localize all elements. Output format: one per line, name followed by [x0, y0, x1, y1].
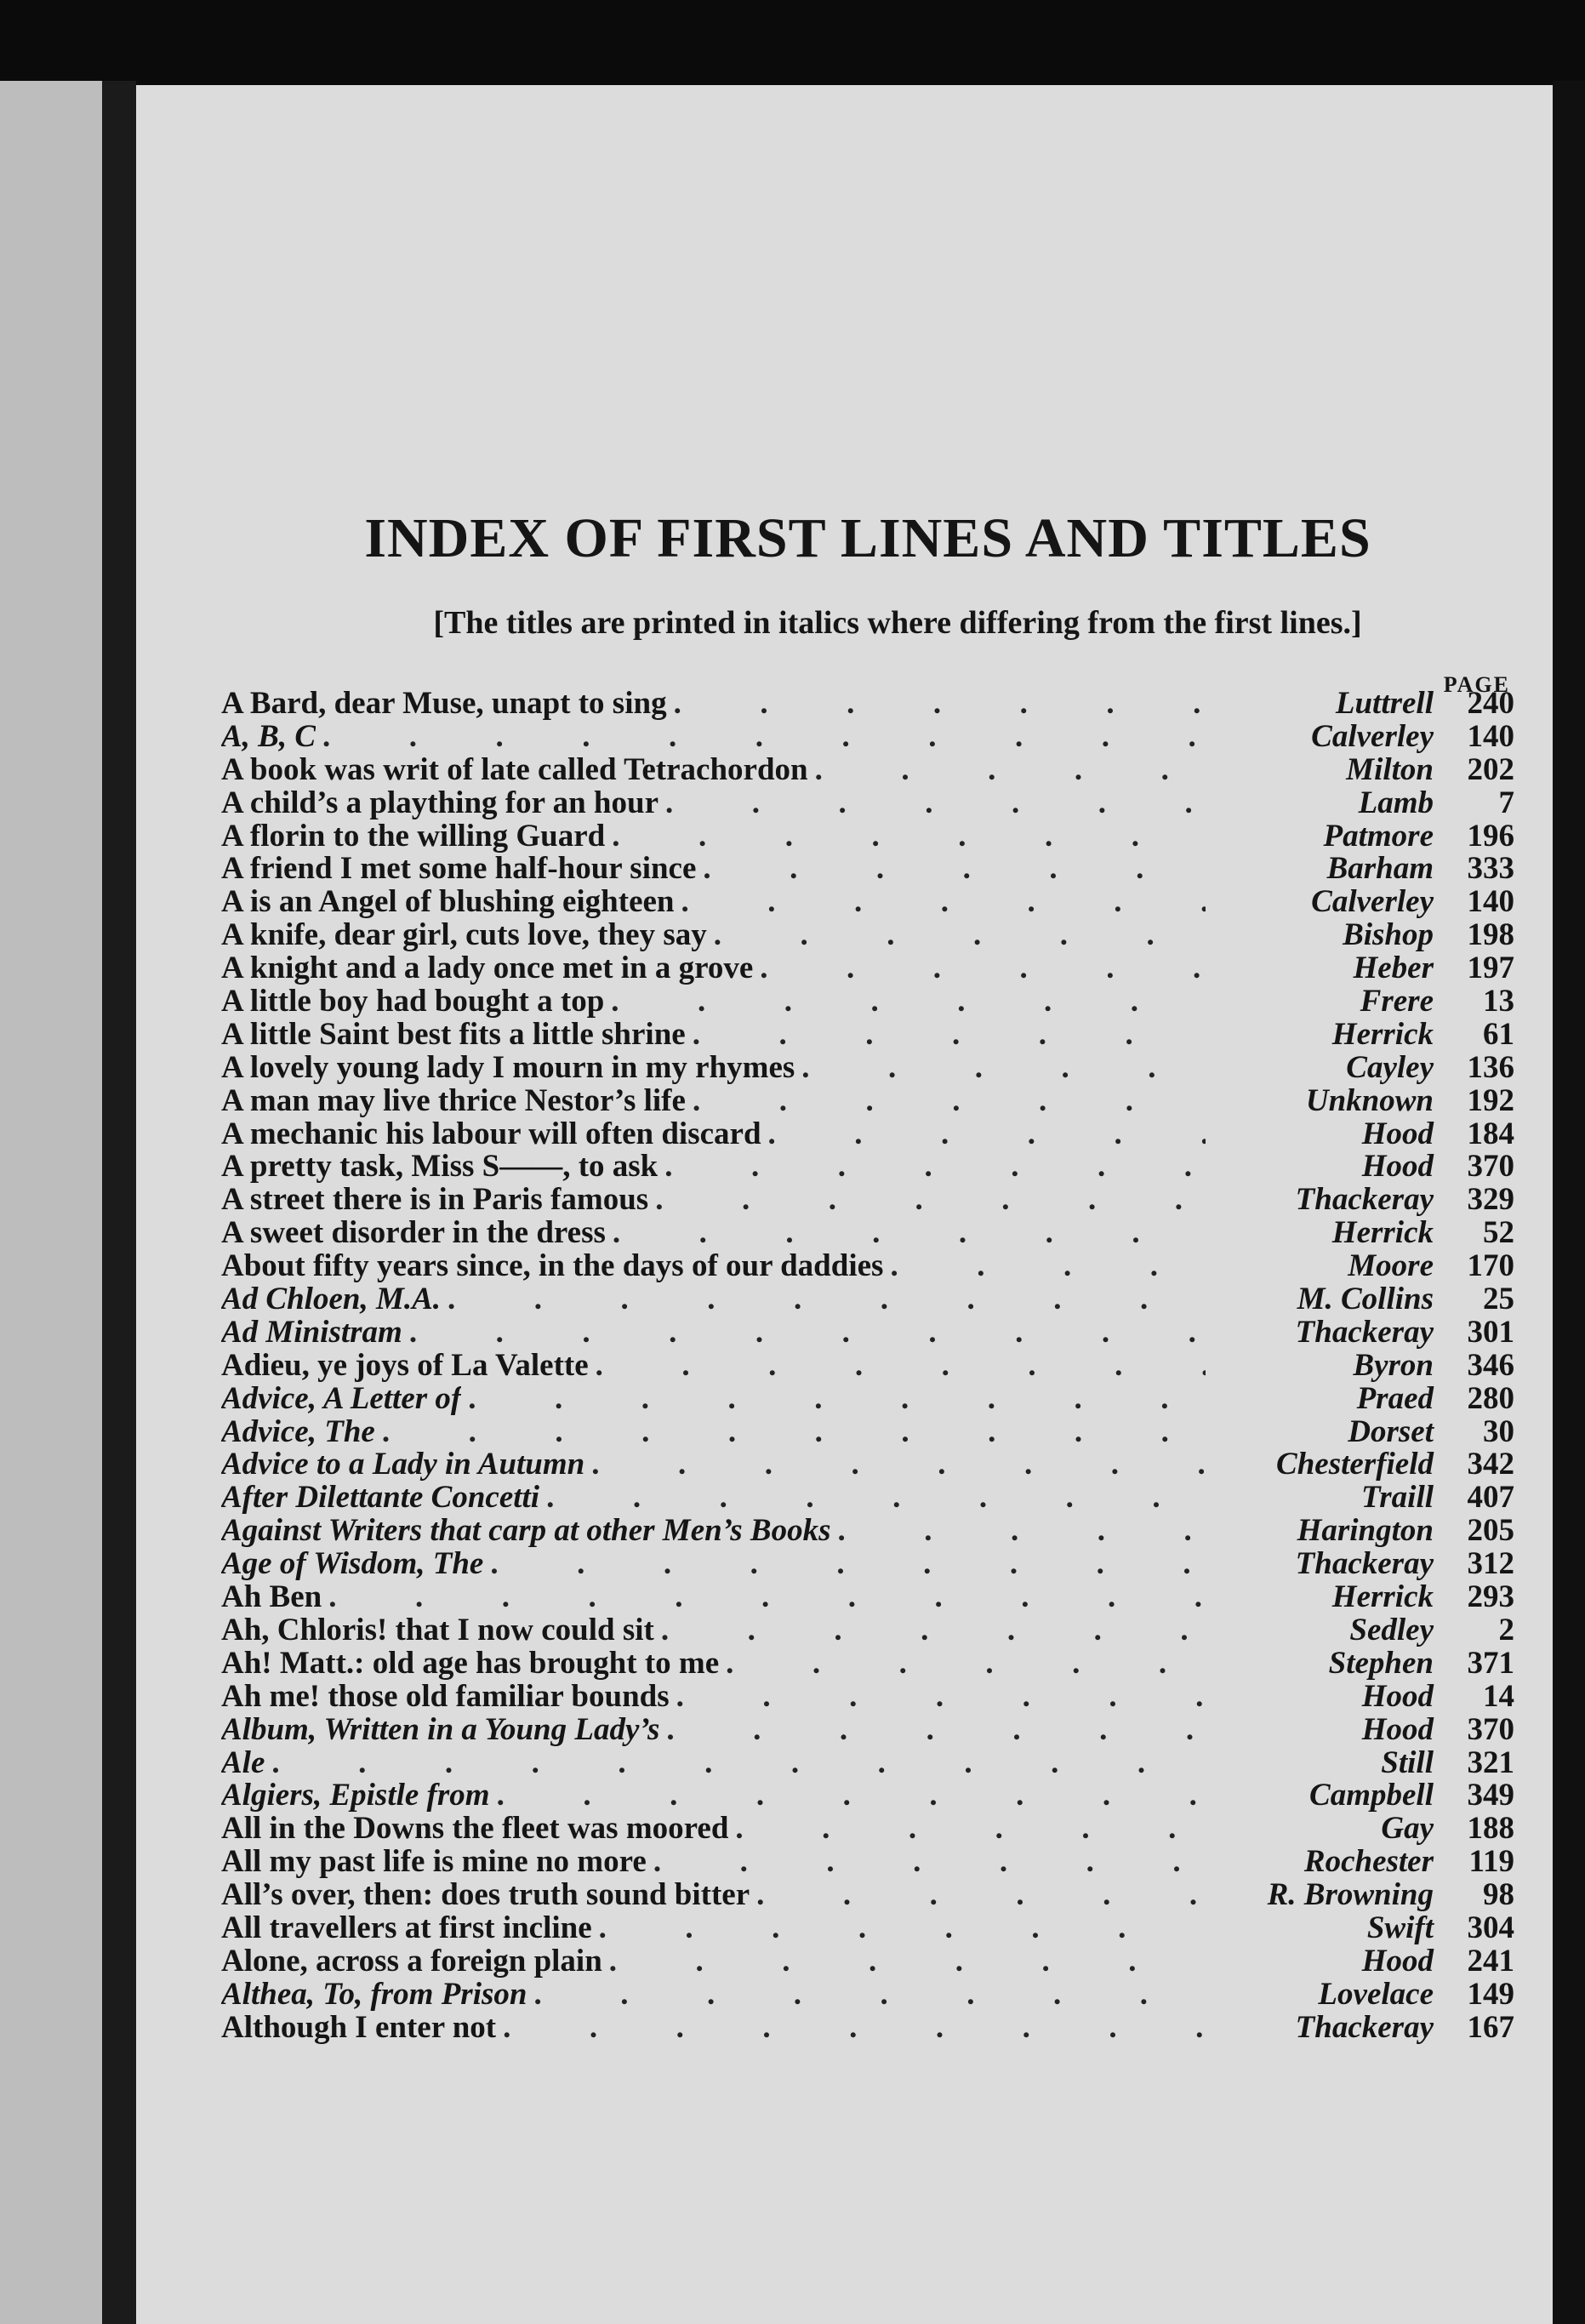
index-entry	[221, 1413, 1514, 1449]
entry-title: A lovely young lady I mourn in my rhymes	[221, 1051, 795, 1085]
entry-author: Hood	[1361, 1711, 1434, 1747]
index-entry	[221, 886, 1514, 919]
index-entry	[221, 1184, 1514, 1217]
entry-author: M. Collins	[1297, 1282, 1434, 1317]
index-entry	[221, 1217, 1514, 1250]
dot-leader	[611, 985, 1206, 1019]
dot-leader	[726, 1647, 1206, 1681]
entry-title: Ah me! those old familiar bounds	[221, 1680, 670, 1714]
index-entry	[221, 853, 1514, 886]
entry-page-number: 119	[1468, 1844, 1514, 1880]
index-entry	[221, 787, 1514, 820]
index-entry	[221, 985, 1514, 1019]
index-entry	[221, 718, 1514, 754]
entry-title: Alone, across a foreign plain	[221, 1944, 602, 1979]
entry-page-number: 321	[1467, 1744, 1514, 1780]
entry-title: Ad Ministram	[221, 1316, 402, 1350]
index-entry	[221, 952, 1514, 985]
entry-page-number: 25	[1483, 1282, 1514, 1317]
index-entry	[221, 1082, 1514, 1118]
dot-leader	[666, 1714, 1206, 1747]
entry-page-number: 140	[1467, 884, 1514, 920]
index-entry	[221, 1976, 1514, 2012]
entry-title: All travellers at first incline	[221, 1911, 592, 1945]
entry-page-number: 13	[1483, 984, 1514, 1019]
entry-page-number: 304	[1467, 1910, 1514, 1945]
entry-title: Advice to a Lady in Autumn	[221, 1448, 585, 1482]
dot-leader	[468, 1383, 1206, 1416]
entry-title: A little boy had bought a top	[221, 985, 605, 1019]
index-entry	[221, 1945, 1514, 1979]
entry-page-number: 184	[1467, 1116, 1514, 1151]
entry-author: Calverley	[1311, 884, 1434, 920]
entry-author: Praed	[1356, 1380, 1434, 1416]
dot-leader	[665, 787, 1206, 820]
entry-author: Bishop	[1343, 917, 1434, 953]
entry-page-number: 370	[1467, 1711, 1514, 1747]
entry-title: Album, Written in a Young Lady’s	[221, 1713, 660, 1747]
page-title: INDEX OF FIRST LINES AND TITLES	[364, 507, 1371, 569]
entry-page-number: 205	[1467, 1513, 1514, 1549]
entry-page-number: 149	[1467, 1976, 1514, 2012]
entry-page-number: 196	[1467, 818, 1514, 854]
entry-title: Ad Chloen, M.A.	[221, 1283, 442, 1316]
entry-page-number: 240	[1467, 686, 1514, 721]
entry-page-number: 192	[1467, 1082, 1514, 1118]
entry-title: A street there is in Paris famous	[221, 1184, 649, 1218]
entry-page-number: 136	[1467, 1049, 1514, 1085]
index-entry	[221, 1548, 1514, 1581]
dot-leader	[664, 1151, 1206, 1184]
index-entry	[221, 1647, 1514, 1681]
entry-page-number: 371	[1467, 1645, 1514, 1681]
entry-page-number: 241	[1467, 1943, 1514, 1979]
entry-title: All in the Downs the fleet was moored	[221, 1813, 729, 1847]
entry-page-number: 30	[1483, 1413, 1514, 1449]
entry-author: Lovelace	[1318, 1976, 1434, 2012]
entry-author: Dorset	[1348, 1413, 1434, 1449]
dot-leader	[613, 1217, 1206, 1250]
entry-title: A Bard, dear Muse, unapt to sing	[221, 688, 667, 721]
dot-leader	[612, 820, 1206, 854]
entry-author: Herrick	[1331, 1215, 1434, 1251]
entry-title: A child’s a plaything for an hour	[221, 786, 659, 820]
dot-leader	[497, 1779, 1206, 1813]
index-entry	[221, 1912, 1514, 1945]
entry-author: Herrick	[1331, 1579, 1434, 1615]
entry-title: A mechanic his labour will often discard	[221, 1117, 761, 1151]
entry-page-number: 293	[1467, 1579, 1514, 1615]
entry-author: Sedley	[1349, 1612, 1434, 1647]
entry-author: Harington	[1297, 1513, 1434, 1549]
entry-author: Swift	[1366, 1910, 1434, 1945]
entry-author: Thackeray	[1295, 1314, 1434, 1350]
index-entry	[221, 1151, 1514, 1184]
index-entry	[221, 1711, 1514, 1747]
index-entry	[221, 1779, 1514, 1813]
entry-author: Thackeray	[1295, 1182, 1434, 1218]
entry-page-number: 188	[1467, 1811, 1514, 1847]
dot-leader	[681, 886, 1206, 919]
entry-page-number: 61	[1483, 1016, 1514, 1052]
index-entry	[221, 1316, 1514, 1350]
dot-leader	[756, 1879, 1206, 1912]
dot-leader	[815, 754, 1206, 787]
scan-border	[1553, 81, 1585, 2324]
entry-title: A little Saint best fits a little shrine	[221, 1018, 686, 1052]
adjacent-page-edge	[0, 81, 102, 2324]
entry-page-number: 14	[1483, 1678, 1514, 1714]
entry-author: Gay	[1381, 1811, 1434, 1847]
entry-page-number: 370	[1467, 1149, 1514, 1185]
dot-leader	[533, 1979, 1206, 2012]
entry-page-number: 349	[1467, 1778, 1514, 1813]
index-entry	[221, 1614, 1514, 1647]
entry-author: Hood	[1361, 1116, 1434, 1151]
entry-page-number: 2	[1498, 1612, 1514, 1647]
entry-author: Patmore	[1323, 818, 1434, 854]
entry-title: Algiers, Epistle from	[221, 1779, 490, 1813]
entry-title: Ah! Matt.: old age has brought to me	[221, 1647, 720, 1681]
entry-author: Unknown	[1305, 1082, 1434, 1118]
entry-author: Byron	[1353, 1347, 1434, 1383]
book-page	[136, 85, 1553, 2324]
entry-title: A, B, C	[221, 720, 316, 754]
index-entry	[221, 1515, 1514, 1548]
entry-page-number: 170	[1467, 1248, 1514, 1284]
entry-author: Calverley	[1311, 718, 1434, 754]
entry-title: After Dilettante Concetti	[221, 1482, 540, 1516]
index-entries	[221, 688, 1514, 2045]
index-entry	[221, 1118, 1514, 1151]
dot-leader	[735, 1813, 1206, 1846]
index-entry	[221, 919, 1514, 952]
entry-page-number: 167	[1467, 2009, 1514, 2045]
index-entry	[221, 820, 1514, 854]
entry-page-number: 301	[1467, 1314, 1514, 1350]
index-entry	[221, 1250, 1514, 1283]
index-entry	[221, 751, 1514, 787]
entry-page-number: 333	[1467, 851, 1514, 887]
dot-leader	[599, 1912, 1206, 1945]
entry-author: Luttrell	[1335, 686, 1434, 721]
dot-leader	[674, 688, 1206, 721]
index-entry	[221, 1581, 1514, 1614]
entry-title: Ale	[221, 1746, 265, 1780]
dot-leader	[322, 721, 1206, 754]
index-entry	[221, 1879, 1514, 1912]
entry-title: Age of Wisdom, The	[221, 1548, 484, 1582]
entry-author: R. Browning	[1267, 1877, 1434, 1913]
dot-leader	[409, 1316, 1206, 1350]
entry-title: A knife, dear girl, cuts love, they say	[221, 919, 707, 953]
entry-author: Hood	[1361, 1678, 1434, 1714]
entry-title: A friend I met some half-hour since	[221, 853, 697, 887]
dot-leader	[661, 1614, 1206, 1647]
page-subtitle: [The titles are printed in italics where differing from the first lines.]	[433, 605, 1362, 641]
dot-leader	[609, 1945, 1206, 1979]
entry-page-number: 202	[1467, 751, 1514, 787]
index-entry	[221, 1049, 1514, 1085]
entry-author: Herrick	[1331, 1016, 1434, 1052]
entry-author: Milton	[1346, 751, 1434, 787]
entry-author: Heber	[1353, 951, 1434, 986]
entry-page-number: 197	[1467, 951, 1514, 986]
dot-leader	[838, 1515, 1206, 1548]
entry-author: Rochester	[1303, 1844, 1434, 1880]
entry-title: A man may live thrice Nestor’s life	[221, 1084, 686, 1118]
entry-title: A pretty task, Miss S——, to ask	[221, 1151, 659, 1185]
entry-author: Hood	[1361, 1943, 1434, 1979]
entry-author: Frere	[1360, 984, 1434, 1019]
entry-page-number: 346	[1467, 1347, 1514, 1383]
entry-author: Lamb	[1358, 785, 1434, 820]
entry-title: Althea, To, from Prison	[221, 1978, 527, 2012]
entry-page-number: 312	[1467, 1546, 1514, 1582]
index-entry	[221, 1846, 1514, 1879]
entry-title: All’s over, then: does truth sound bitter	[221, 1879, 750, 1912]
entry-page-number: 407	[1467, 1480, 1514, 1516]
dot-leader	[448, 1283, 1206, 1316]
entry-title: A book was writ of late called Tetrachordon	[221, 753, 808, 787]
dot-leader	[546, 1482, 1206, 1515]
dot-leader	[271, 1747, 1206, 1780]
dot-leader	[890, 1250, 1206, 1283]
entry-title: Adieu, ye joys of La Valette	[221, 1349, 589, 1383]
dot-leader	[676, 1681, 1206, 1714]
entry-title: A florin to the willing Guard	[221, 819, 606, 854]
entry-title: Although I enter not	[221, 2011, 497, 2045]
entry-page-number: 52	[1483, 1215, 1514, 1251]
dot-leader	[760, 952, 1206, 985]
entry-author: Thackeray	[1295, 1546, 1434, 1582]
entry-author: Chesterfield	[1276, 1447, 1434, 1482]
entry-title: Advice, The	[221, 1415, 375, 1449]
entry-author: Still	[1381, 1744, 1434, 1780]
index-entry	[221, 1744, 1514, 1780]
book-gutter	[102, 81, 136, 2324]
dot-leader	[655, 1184, 1206, 1217]
dot-leader	[328, 1581, 1206, 1614]
dot-leader	[768, 1118, 1206, 1151]
dot-leader	[591, 1448, 1206, 1482]
entry-title: A sweet disorder in the dress	[221, 1217, 606, 1251]
entry-title: Advice, A Letter of	[221, 1382, 462, 1416]
entry-author: Cayley	[1346, 1049, 1434, 1085]
entry-page-number: 7	[1498, 785, 1514, 820]
dot-leader	[801, 1052, 1206, 1085]
entry-title: Against Writers that carp at other Men’s Books	[221, 1515, 831, 1549]
index-entry	[221, 1813, 1514, 1846]
dot-leader	[693, 1019, 1206, 1052]
index-entry	[221, 1016, 1514, 1052]
entry-title: A is an Angel of blushing eighteen	[221, 886, 675, 920]
dot-leader	[714, 919, 1206, 952]
dot-leader	[703, 853, 1206, 886]
entry-page-number: 342	[1467, 1447, 1514, 1482]
entry-author: Barham	[1326, 851, 1434, 887]
entry-author: Stephen	[1328, 1645, 1434, 1681]
entry-author: Campbell	[1309, 1778, 1434, 1813]
page-column-label: PAGE	[1443, 672, 1510, 697]
dot-leader	[693, 1085, 1206, 1118]
entry-title: About fifty years since, in the days of our daddies	[221, 1250, 884, 1284]
dot-leader	[490, 1548, 1206, 1581]
dot-leader	[653, 1846, 1206, 1879]
index-entry	[221, 688, 1514, 721]
index-entry	[221, 1448, 1514, 1482]
index-entry	[221, 2009, 1514, 2045]
index-entry	[221, 1347, 1514, 1383]
entry-page-number: 98	[1483, 1877, 1514, 1913]
dot-leader	[382, 1416, 1206, 1449]
index-entry	[221, 1482, 1514, 1515]
entry-title: Ah Ben	[221, 1581, 322, 1614]
dot-leader	[503, 2012, 1206, 2045]
entry-title: Ah, Chloris! that I now could sit	[221, 1613, 654, 1647]
entry-title: A knight and a lady once met in a grove	[221, 952, 754, 986]
index-entry	[221, 1283, 1514, 1316]
entry-author: Hood	[1361, 1149, 1434, 1185]
entry-author: Moore	[1348, 1248, 1434, 1284]
entry-page-number: 280	[1467, 1380, 1514, 1416]
entry-author: Traill	[1361, 1480, 1434, 1516]
entry-page-number: 329	[1467, 1182, 1514, 1218]
entry-page-number: 140	[1467, 718, 1514, 754]
entry-author: Thackeray	[1295, 2009, 1434, 2045]
index-entry	[221, 1678, 1514, 1714]
entry-page-number: 198	[1467, 917, 1514, 953]
entry-title: All my past life is mine no more	[221, 1846, 647, 1880]
dot-leader	[596, 1350, 1206, 1383]
index-entry	[221, 1380, 1514, 1416]
running-head	[417, 226, 1480, 277]
